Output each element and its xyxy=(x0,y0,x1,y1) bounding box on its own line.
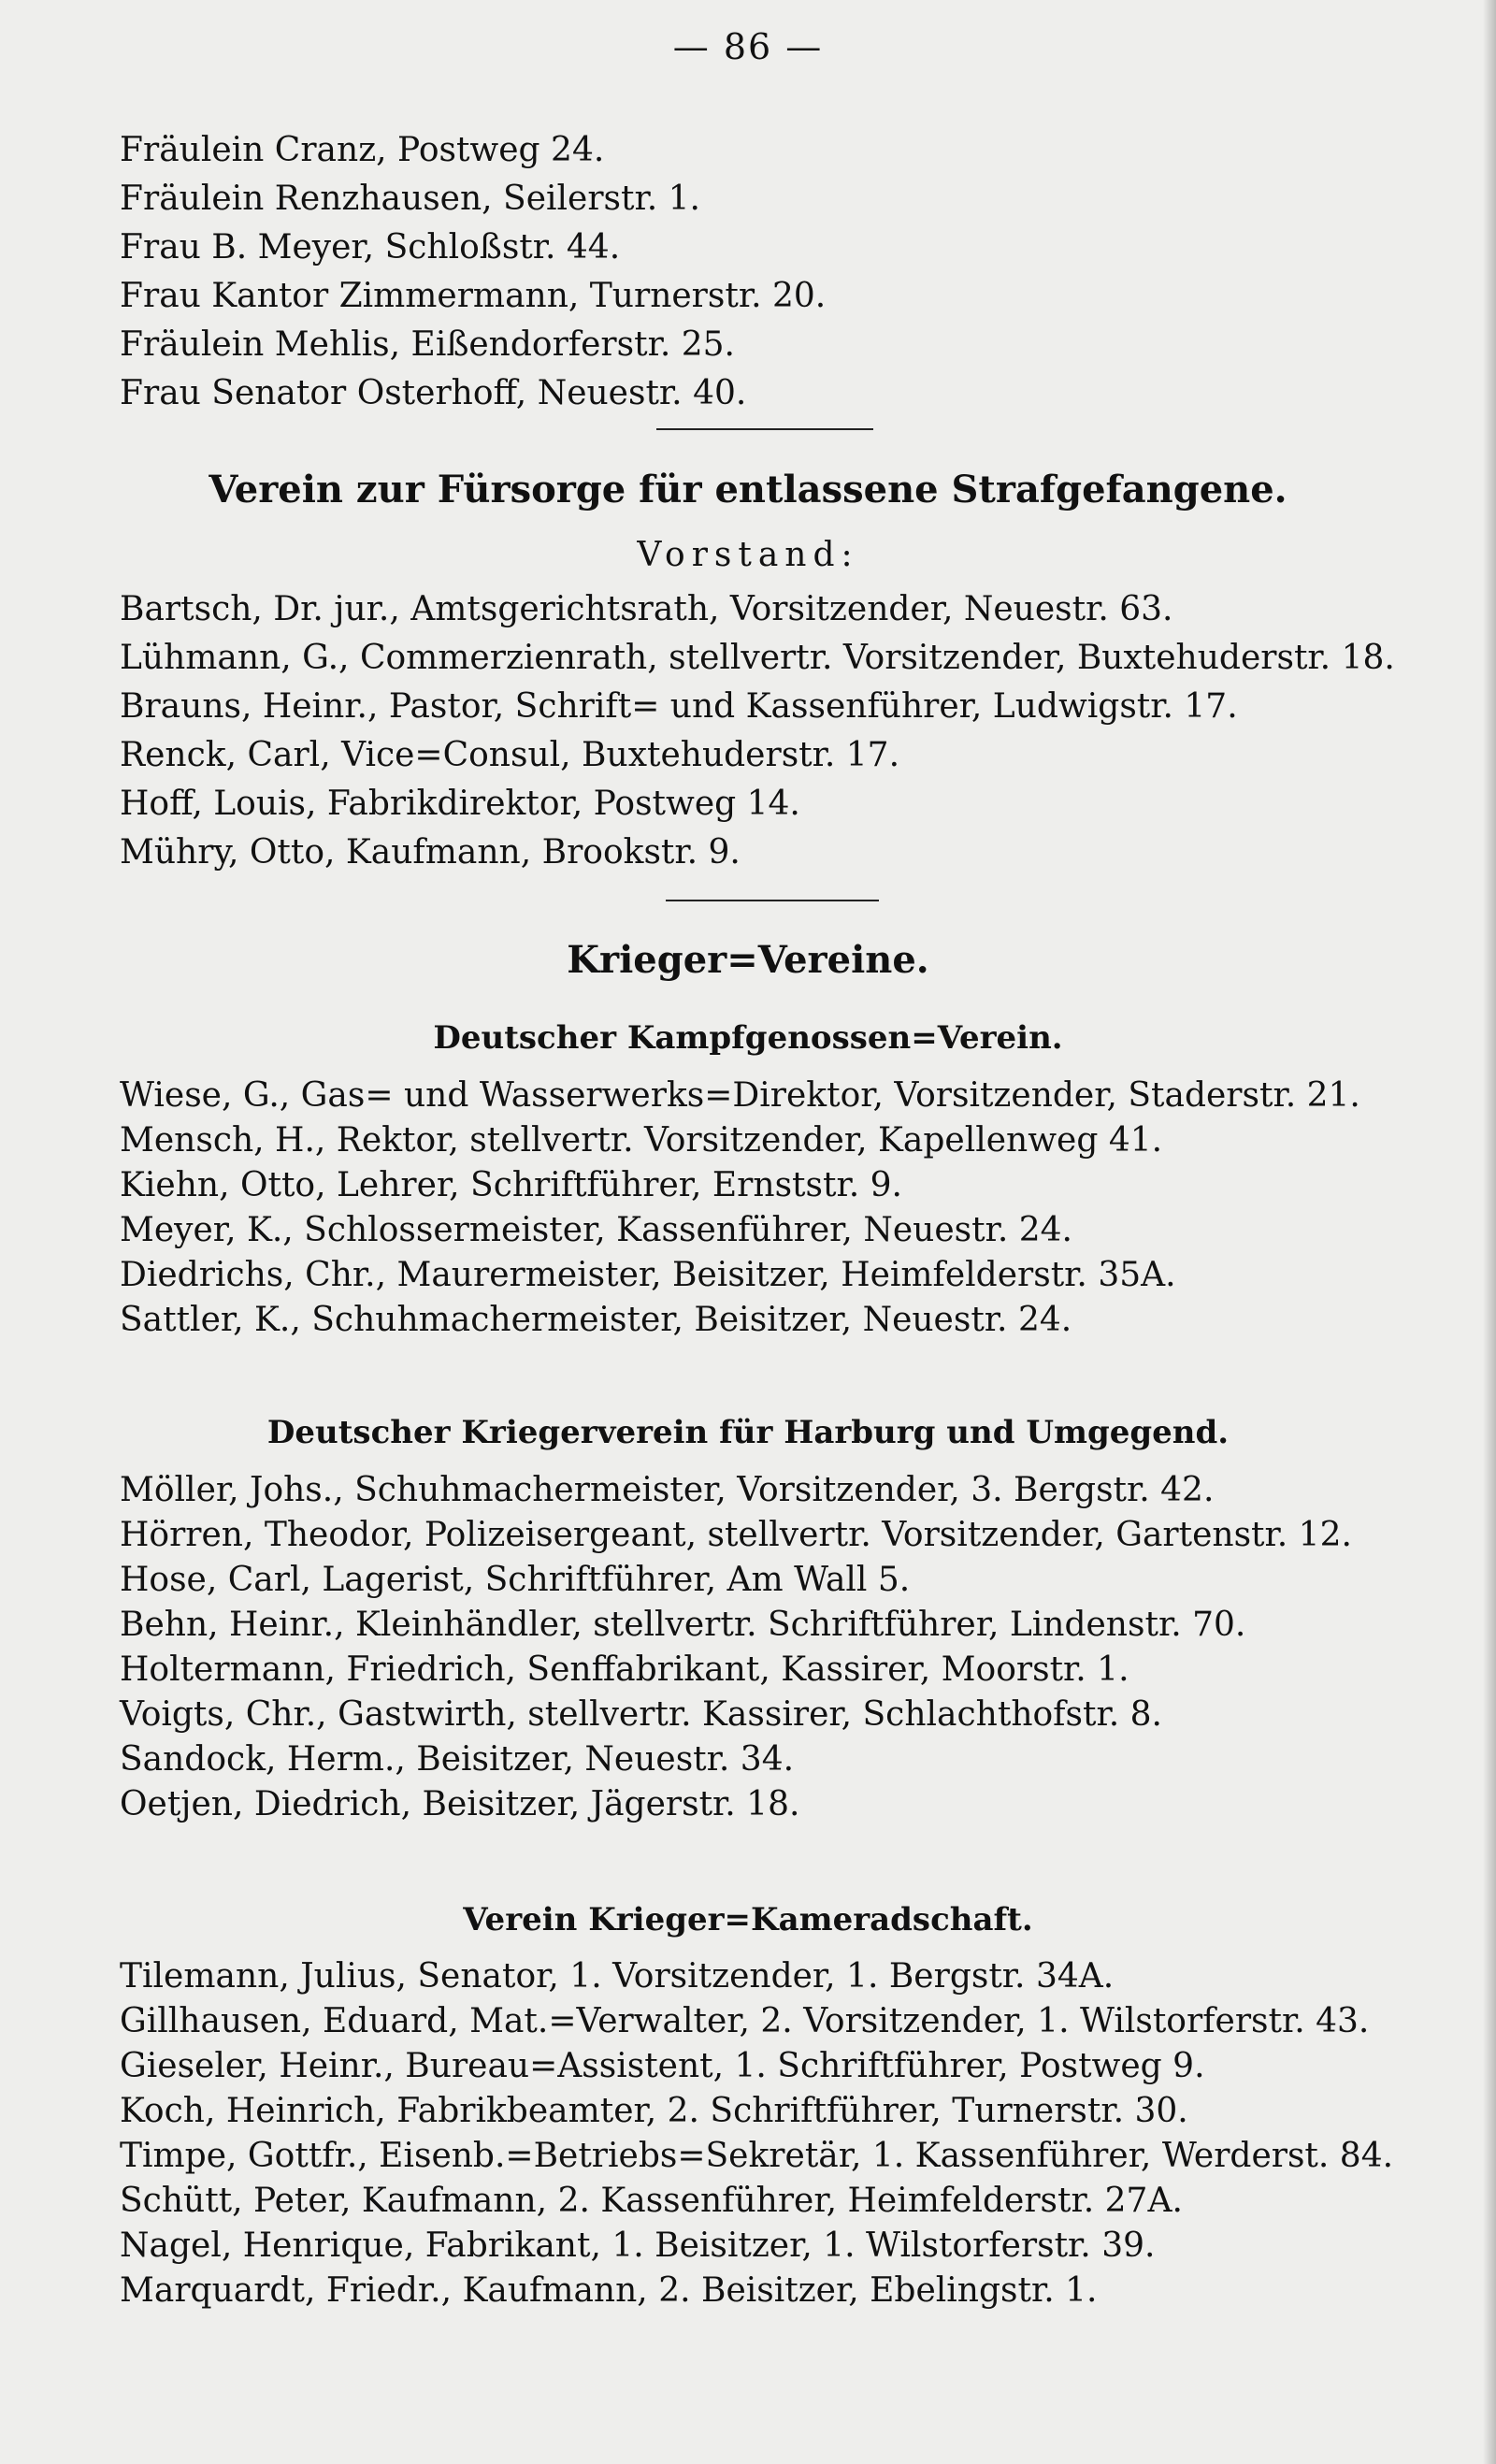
list-item: Schütt, Peter, Kaufmann, 2. Kassenführer, Heimfelderstr. 27A. xyxy=(120,2182,1183,2220)
list-item: Holtermann, Friedrich, Senffabrikant, Kassirer, Moorstr. 1. xyxy=(120,1650,1129,1689)
list-item: Behn, Heinr., Kleinhändler, stellvertr. Schriftführer, Lindenstr. 70. xyxy=(120,1606,1246,1644)
continuation-list xyxy=(0,126,1496,418)
list-item: Nagel, Henrique, Fabrikant, 1. Beisitzer, 1. Wilstorferstr. 39. xyxy=(120,2226,1156,2265)
list-item: Mühry, Otto, Kaufmann, Brookstr. 9. xyxy=(120,833,741,872)
list-item: Brauns, Heinr., Pastor, Schrift= und Kassenführer, Ludwigstr. 17. xyxy=(120,687,1238,726)
list-item: Möller, Johs., Schuhmachermeister, Vorsitzender, 3. Bergstr. 42. xyxy=(120,1471,1215,1509)
list-item: Sattler, K., Schuhmachermeister, Beisitzer, Neuestr. 24. xyxy=(120,1301,1072,1339)
list-item: Koch, Heinrich, Fabrikbeamter, 2. Schriftführer, Turnerstr. 30. xyxy=(120,2092,1188,2130)
member-list xyxy=(0,1954,1496,2313)
section-divider xyxy=(666,900,879,901)
section-subtitle: Vorstand: xyxy=(637,536,859,574)
page-number: — 86 — xyxy=(672,26,824,67)
section-title: Verein zur Fürsorge für entlassene Strafgefangene. xyxy=(209,468,1287,512)
list-item: Oetjen, Diedrich, Beisitzer, Jägerstr. 18. xyxy=(120,1785,800,1823)
group-title: Deutscher Kriegerverein für Harburg und Umgegend. xyxy=(266,1414,1230,1451)
list-item: Kiehn, Otto, Lehrer, Schriftführer, Ernststr. 9. xyxy=(120,1166,902,1204)
group-title: Verein Krieger=Kameradschaft. xyxy=(463,1901,1033,1938)
member-list xyxy=(0,1073,1496,1343)
list-item: Diedrichs, Chr., Maurermeister, Beisitzer, Heimfelderstr. 35A. xyxy=(120,1256,1176,1294)
list-item: Frau B. Meyer, Schloßstr. 44. xyxy=(120,228,621,267)
member-list xyxy=(0,1468,1496,1827)
list-item: Fräulein Cranz, Postweg 24. xyxy=(120,131,605,169)
list-item: Voigts, Chr., Gastwirth, stellvertr. Kassirer, Schlachthofstr. 8. xyxy=(120,1695,1162,1734)
list-item: Frau Senator Osterhoff, Neuestr. 40. xyxy=(120,374,747,412)
list-item: Frau Kantor Zimmermann, Turnerstr. 20. xyxy=(120,277,827,315)
list-item: Hörren, Theodor, Polizeisergeant, stellvertr. Vorsitzender, Gartenstr. 12. xyxy=(120,1516,1352,1554)
list-item: Sandock, Herm., Beisitzer, Neuestr. 34. xyxy=(120,1740,795,1779)
list-item: Fräulein Mehlis, Eißendorferstr. 25. xyxy=(120,325,735,364)
section-divider xyxy=(656,428,873,430)
list-item: Lühmann, G., Commerzienrath, stellvertr. Vorsitzender, Buxtehuderstr. 18. xyxy=(120,639,1395,677)
list-item: Wiese, G., Gas= und Wasserwerks=Direktor, Vorsitzender, Staderstr. 21. xyxy=(120,1076,1360,1115)
group-title: Deutscher Kampfgenossen=Verein. xyxy=(433,1019,1063,1057)
list-item: Hoff, Louis, Fabrikdirektor, Postweg 14. xyxy=(120,785,800,823)
list-item: Meyer, K., Schlossermeister, Kassenführer, Neuestr. 24. xyxy=(120,1211,1072,1249)
list-item: Gieseler, Heinr., Bureau=Assistent, 1. Schriftführer, Postweg 9. xyxy=(120,2047,1205,2085)
list-item: Renck, Carl, Vice=Consul, Buxtehuderstr. 17. xyxy=(120,736,900,774)
list-item: Hose, Carl, Lagerist, Schriftführer, Am Wall 5. xyxy=(120,1561,911,1599)
board-list xyxy=(0,585,1496,877)
list-item: Tilemann, Julius, Senator, 1. Vorsitzender, 1. Bergstr. 34A. xyxy=(120,1957,1115,1996)
list-item: Marquardt, Friedr., Kaufmann, 2. Beisitzer, Ebelingstr. 1. xyxy=(120,2271,1098,2310)
list-item: Mensch, H., Rektor, stellvertr. Vorsitzender, Kapellenweg 41. xyxy=(120,1121,1163,1160)
list-item: Gillhausen, Eduard, Mat.=Verwalter, 2. Vorsitzender, 1. Wilstorferstr. 43. xyxy=(120,2002,1370,2040)
section-title: Krieger=Vereine. xyxy=(567,938,929,982)
list-item: Timpe, Gottfr., Eisenb.=Betriebs=Sekretär, 1. Kassenführer, Werderst. 84. xyxy=(120,2137,1394,2175)
list-item: Bartsch, Dr. jur., Amtsgerichtsrath, Vorsitzender, Neuestr. 63. xyxy=(120,590,1173,628)
list-item: Fräulein Renzhausen, Seilerstr. 1. xyxy=(120,180,700,218)
